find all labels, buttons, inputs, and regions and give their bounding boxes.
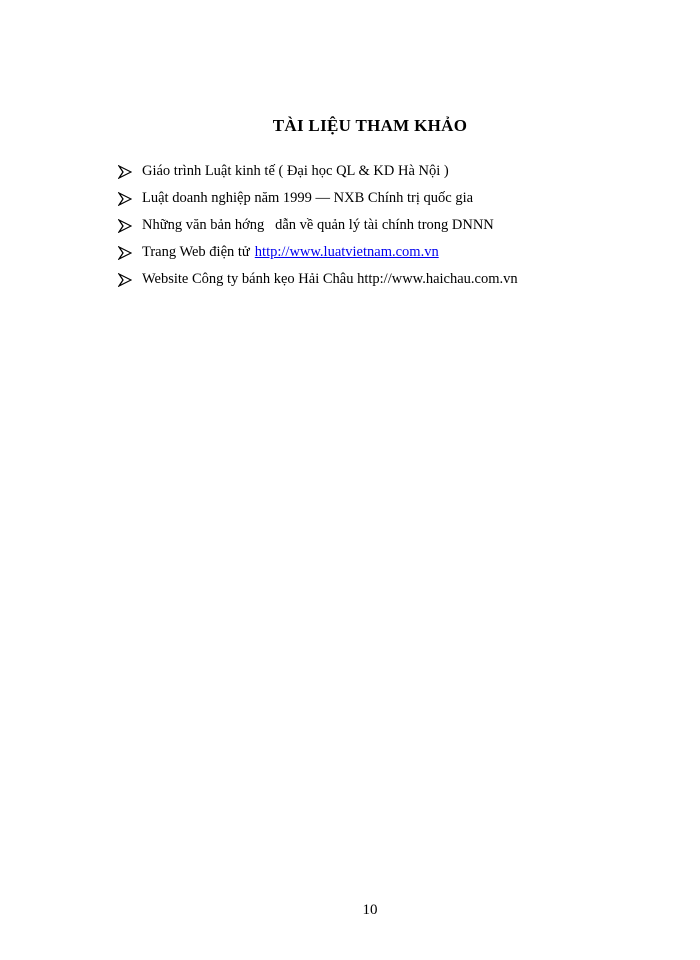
reference-text: Giáo trình Luật kinh tế ( Đại học QL & KD Hà Nội ) xyxy=(142,163,449,179)
list-item xyxy=(118,239,518,266)
page-number: 10 xyxy=(362,902,378,918)
reference-text: Website Công ty bánh kẹo Hải Châu http://www.haichau.com.vn xyxy=(142,271,518,287)
arrow-bullet-icon xyxy=(118,246,142,260)
list-item xyxy=(118,185,518,212)
reference-text: Những văn bản hớng dẫn về quản lý tài chính trong DNNN xyxy=(142,217,494,233)
list-item xyxy=(118,158,518,185)
arrow-bullet-icon xyxy=(118,273,142,287)
reference-list xyxy=(118,158,518,293)
page-title: TÀI LIỆU THAM KHẢO xyxy=(272,116,468,135)
arrow-bullet-icon xyxy=(118,219,142,233)
arrow-bullet-icon xyxy=(118,192,142,206)
reference-text: Trang Web điện tử xyxy=(142,244,250,260)
reference-link[interactable]: http://www.luatvietnam.com.vn xyxy=(254,244,439,260)
reference-text: Luật doanh nghiệp năm 1999 — NXB Chính trị quốc gia xyxy=(142,190,474,206)
list-item xyxy=(118,266,518,293)
arrow-bullet-icon xyxy=(118,165,142,179)
list-item xyxy=(118,212,518,239)
